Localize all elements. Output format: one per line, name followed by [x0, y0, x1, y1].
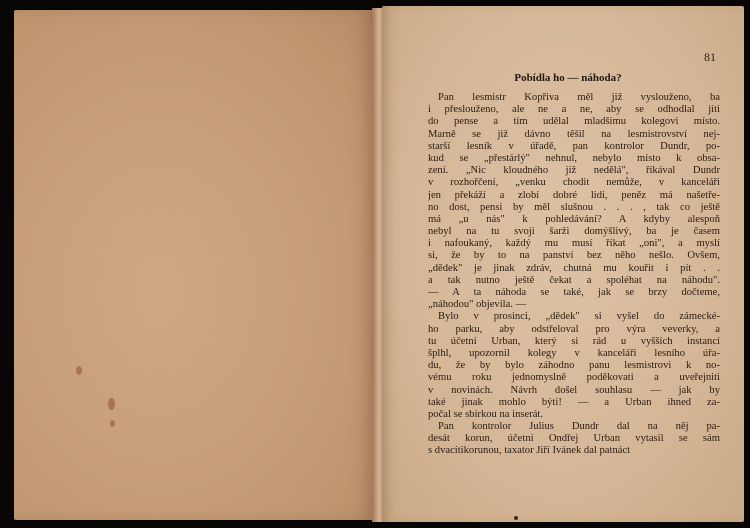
stain-mark [76, 366, 82, 375]
text-line: šplhl, upozornil kolegy v kanceláři lesního úřa- [428, 347, 720, 359]
right-page [382, 6, 744, 522]
text-line: Pan lesmistr Kopřiva měl již vyslouženo, ba [438, 92, 720, 103]
text-line: vému roku jednomyslně poděkovati a uveřejniti [428, 372, 720, 384]
text-line: i nafoukaný, každý mu musí říkat „oni", a myslí [428, 238, 720, 250]
chapter-title: Pobídla ho — náhoda? [514, 72, 622, 84]
text-line: Marně se již dávno těšil na lesmistrovství nej- [428, 128, 720, 140]
text-line: Pan kontrolor Julius Dundr dal na něj pa- [438, 421, 720, 433]
text-line: a tak nutno ještě čekat a spoléhat na náhodu". [428, 274, 720, 286]
text-line: v novinách. Návrh došel souhlasu — jak by [428, 384, 720, 396]
stain-mark [110, 420, 115, 427]
binding-dot [514, 516, 518, 520]
text-line: tu účetní Urban, který si rád u vyšších instancí [428, 335, 720, 347]
left-page [14, 10, 376, 520]
text-line: zení. „Nic kloudného již nedělá", říkával Dundr [428, 165, 720, 177]
stain-mark [108, 398, 115, 410]
text-line: také jinak mohlo býti! — a Urban ihned za- [428, 396, 720, 408]
text-line: i přeslouženo, ale ne a ne, aby se odhodlal jíti [428, 104, 720, 116]
page-number: 81 [704, 50, 716, 64]
text-line: jen překáží a zlobí dobré lidi, peněz má našetře- [428, 189, 720, 201]
text-line: do pense a tím udělal mladšímu kolegovi místo. [428, 116, 720, 128]
text-line: starší lesník v úřadě, pan kontrolor Dundr, po- [428, 140, 720, 152]
text-line: počal se sbírkou na inserát. [428, 408, 544, 420]
text-line: no dost, pensi by měl slušnou . . . , tak co ještě [428, 201, 720, 213]
text-line: kud se „přestárlý" nehnul, nebylo místo k obsa- [428, 152, 720, 164]
text-line: du, že by bylo záhodno panu lesmistrovi k no- [428, 360, 720, 372]
open-book [6, 4, 746, 524]
text-line: s dvacítikorunou, taxator Jiří Ivánek dal patnáct [428, 445, 631, 457]
text-line: „dědek" je jinak zdráv, chutná mu kouřit i pít . . [428, 262, 720, 274]
text-line: nebyl na tu svoji šarži domýšlivý, ba je časem [428, 226, 720, 238]
text-line: desát korun, účetní Ondřej Urban vytasil se sám [428, 433, 720, 445]
text-line: ho parku, aby odstřeloval pro výra veverky, a [428, 323, 720, 335]
text-line: si, že by to na panství bez něho nešlo. Ovšem, [428, 250, 720, 262]
text-line: „náhodou" objevila. — [428, 299, 527, 311]
text-line: v rozhořčení, „venku chodit nemůže, v kanceláři [428, 177, 720, 189]
text-line: má „u nás" k pohledávání? A kdyby alespoň [428, 213, 720, 225]
body-text [428, 92, 720, 458]
text-line: — A ta náhoda se také, jak se brzy dočteme, [428, 287, 720, 298]
text-line: Bylo v prosinci, „dědek" si vyšel do zámecké- [438, 311, 720, 323]
